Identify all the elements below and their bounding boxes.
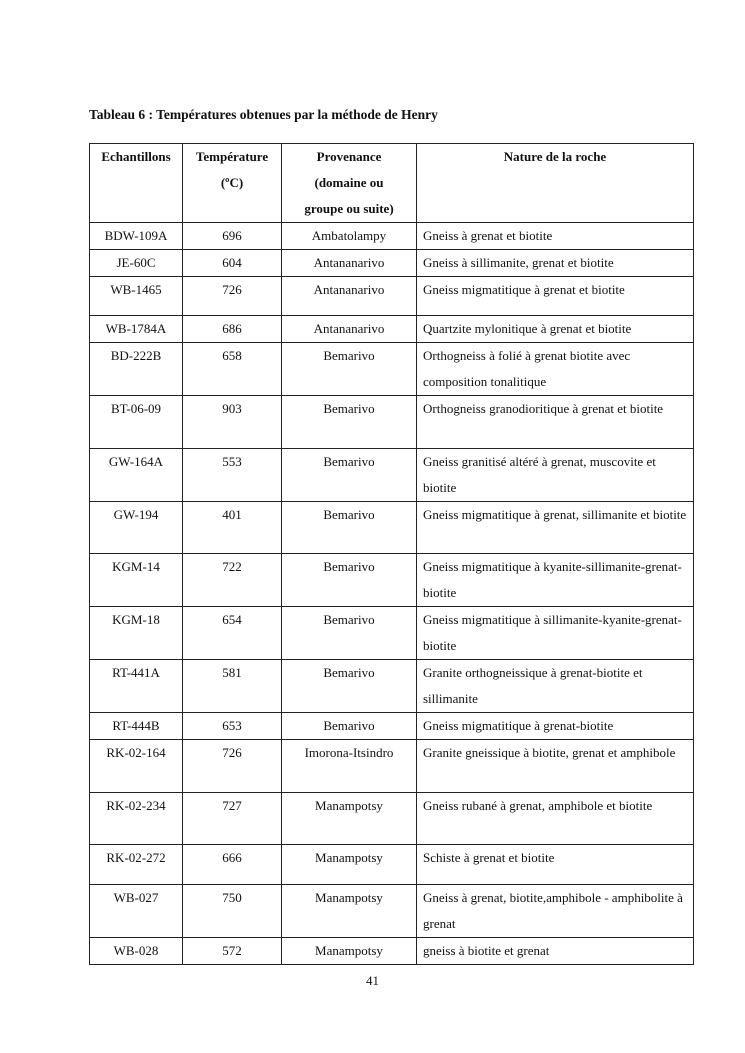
cell-temperature: 666: [183, 845, 282, 885]
cell-sample-id: WB-1784A: [90, 316, 183, 343]
cell-sample-id: BDW-109A: [90, 223, 183, 250]
cell-provenance: Manampotsy: [282, 793, 417, 845]
table-row: [90, 793, 694, 845]
cell-rock-nature: Schiste à grenat et biotite: [417, 845, 694, 885]
cell-sample-id: WB-027: [90, 885, 183, 938]
cell-temperature: 604: [183, 250, 282, 277]
header-line: Echantillons: [101, 149, 171, 164]
cell-temperature: 696: [183, 223, 282, 250]
cell-rock-nature: Gneiss migmatitique à kyanite-sillimanite-grenat-biotite: [417, 554, 694, 607]
cell-rock-nature: Granite gneissique à biotite, grenat et amphibole: [417, 740, 694, 793]
cell-temperature: 903: [183, 396, 282, 449]
cell-rock-nature: Quartzite mylonitique à grenat et biotite: [417, 316, 694, 343]
cell-provenance: Bemarivo: [282, 449, 417, 502]
header-temperature: [183, 144, 282, 223]
cell-rock-nature: gneiss à biotite et grenat: [417, 938, 694, 965]
cell-temperature: 654: [183, 607, 282, 660]
table-row: [90, 502, 694, 554]
cell-temperature: 581: [183, 660, 282, 713]
table-row: [90, 250, 694, 277]
cell-sample-id: JE-60C: [90, 250, 183, 277]
temperature-table: [89, 143, 694, 965]
table-row: [90, 845, 694, 885]
table-row: [90, 740, 694, 793]
table-row: [90, 713, 694, 740]
cell-provenance: Bemarivo: [282, 554, 417, 607]
cell-provenance: Bemarivo: [282, 396, 417, 449]
cell-sample-id: RK-02-272: [90, 845, 183, 885]
cell-rock-nature: Granite orthogneissique à grenat-biotite et sillimanite: [417, 660, 694, 713]
cell-rock-nature: Orthogneiss granodioritique à grenat et biotite: [417, 396, 694, 449]
table-row: [90, 607, 694, 660]
cell-provenance: Ambatolampy: [282, 223, 417, 250]
cell-provenance: Bemarivo: [282, 343, 417, 396]
cell-provenance: Antananarivo: [282, 316, 417, 343]
cell-temperature: 658: [183, 343, 282, 396]
cell-temperature: 722: [183, 554, 282, 607]
table-row: [90, 343, 694, 396]
header-line: (ºC): [220, 175, 244, 190]
table-row: [90, 660, 694, 713]
header-line: (domaine ou: [314, 175, 384, 190]
header-line: Température: [195, 149, 269, 164]
cell-sample-id: RK-02-234: [90, 793, 183, 845]
cell-provenance: Bemarivo: [282, 502, 417, 554]
cell-sample-id: RK-02-164: [90, 740, 183, 793]
cell-sample-id: WB-1465: [90, 277, 183, 316]
cell-temperature: 726: [183, 740, 282, 793]
cell-temperature: 727: [183, 793, 282, 845]
cell-sample-id: KGM-14: [90, 554, 183, 607]
table-row: [90, 277, 694, 316]
cell-provenance: Antananarivo: [282, 277, 417, 316]
header-nature: [417, 144, 694, 223]
cell-sample-id: GW-164A: [90, 449, 183, 502]
cell-sample-id: KGM-18: [90, 607, 183, 660]
cell-provenance: Manampotsy: [282, 938, 417, 965]
cell-rock-nature: Gneiss granitisé altéré à grenat, muscovite et biotite: [417, 449, 694, 502]
table-row: [90, 316, 694, 343]
cell-rock-nature: Gneiss rubané à grenat, amphibole et biotite: [417, 793, 694, 845]
cell-rock-nature: Gneiss migmatitique à grenat-biotite: [417, 713, 694, 740]
cell-rock-nature: Orthogneiss à folié à grenat biotite avec composition tonalitique: [417, 343, 694, 396]
cell-temperature: 686: [183, 316, 282, 343]
header-line: Nature de la roche: [503, 149, 607, 164]
cell-provenance: Antananarivo: [282, 250, 417, 277]
cell-sample-id: RT-441A: [90, 660, 183, 713]
cell-sample-id: BT-06-09: [90, 396, 183, 449]
table-row: [90, 938, 694, 965]
cell-temperature: 572: [183, 938, 282, 965]
table-row: [90, 554, 694, 607]
header-echantillons: [90, 144, 183, 223]
page-number: 41: [366, 973, 379, 988]
cell-rock-nature: Gneiss migmatitique à sillimanite-kyanite-grenat-biotite: [417, 607, 694, 660]
cell-temperature: 726: [183, 277, 282, 316]
cell-rock-nature: Gneiss migmatitique à grenat, sillimanite et biotite: [417, 502, 694, 554]
table-row: [90, 396, 694, 449]
cell-rock-nature: Gneiss à grenat et biotite: [417, 223, 694, 250]
cell-rock-nature: Gneiss à grenat, biotite,amphibole - amphibolite à grenat: [417, 885, 694, 938]
cell-provenance: Manampotsy: [282, 845, 417, 885]
cell-temperature: 653: [183, 713, 282, 740]
cell-provenance: Bemarivo: [282, 660, 417, 713]
cell-sample-id: BD-222B: [90, 343, 183, 396]
cell-provenance: Imorona-Itsindro: [282, 740, 417, 793]
cell-sample-id: RT-444B: [90, 713, 183, 740]
table-row: [90, 449, 694, 502]
cell-rock-nature: Gneiss migmatitique à grenat et biotite: [417, 277, 694, 316]
cell-provenance: Manampotsy: [282, 885, 417, 938]
table-row: [90, 223, 694, 250]
header-line: groupe ou suite): [304, 201, 394, 216]
cell-provenance: Bemarivo: [282, 607, 417, 660]
header-provenance: [282, 144, 417, 223]
cell-sample-id: GW-194: [90, 502, 183, 554]
table-header-row: [90, 144, 694, 223]
cell-temperature: 553: [183, 449, 282, 502]
header-line: Provenance: [316, 149, 382, 164]
table-row: [90, 885, 694, 938]
cell-rock-nature: Gneiss à sillimanite, grenat et biotite: [417, 250, 694, 277]
cell-temperature: 401: [183, 502, 282, 554]
cell-sample-id: WB-028: [90, 938, 183, 965]
cell-provenance: Bemarivo: [282, 713, 417, 740]
cell-temperature: 750: [183, 885, 282, 938]
table-caption: Tableau 6 : Températures obtenues par la méthode de Henry: [89, 107, 438, 122]
